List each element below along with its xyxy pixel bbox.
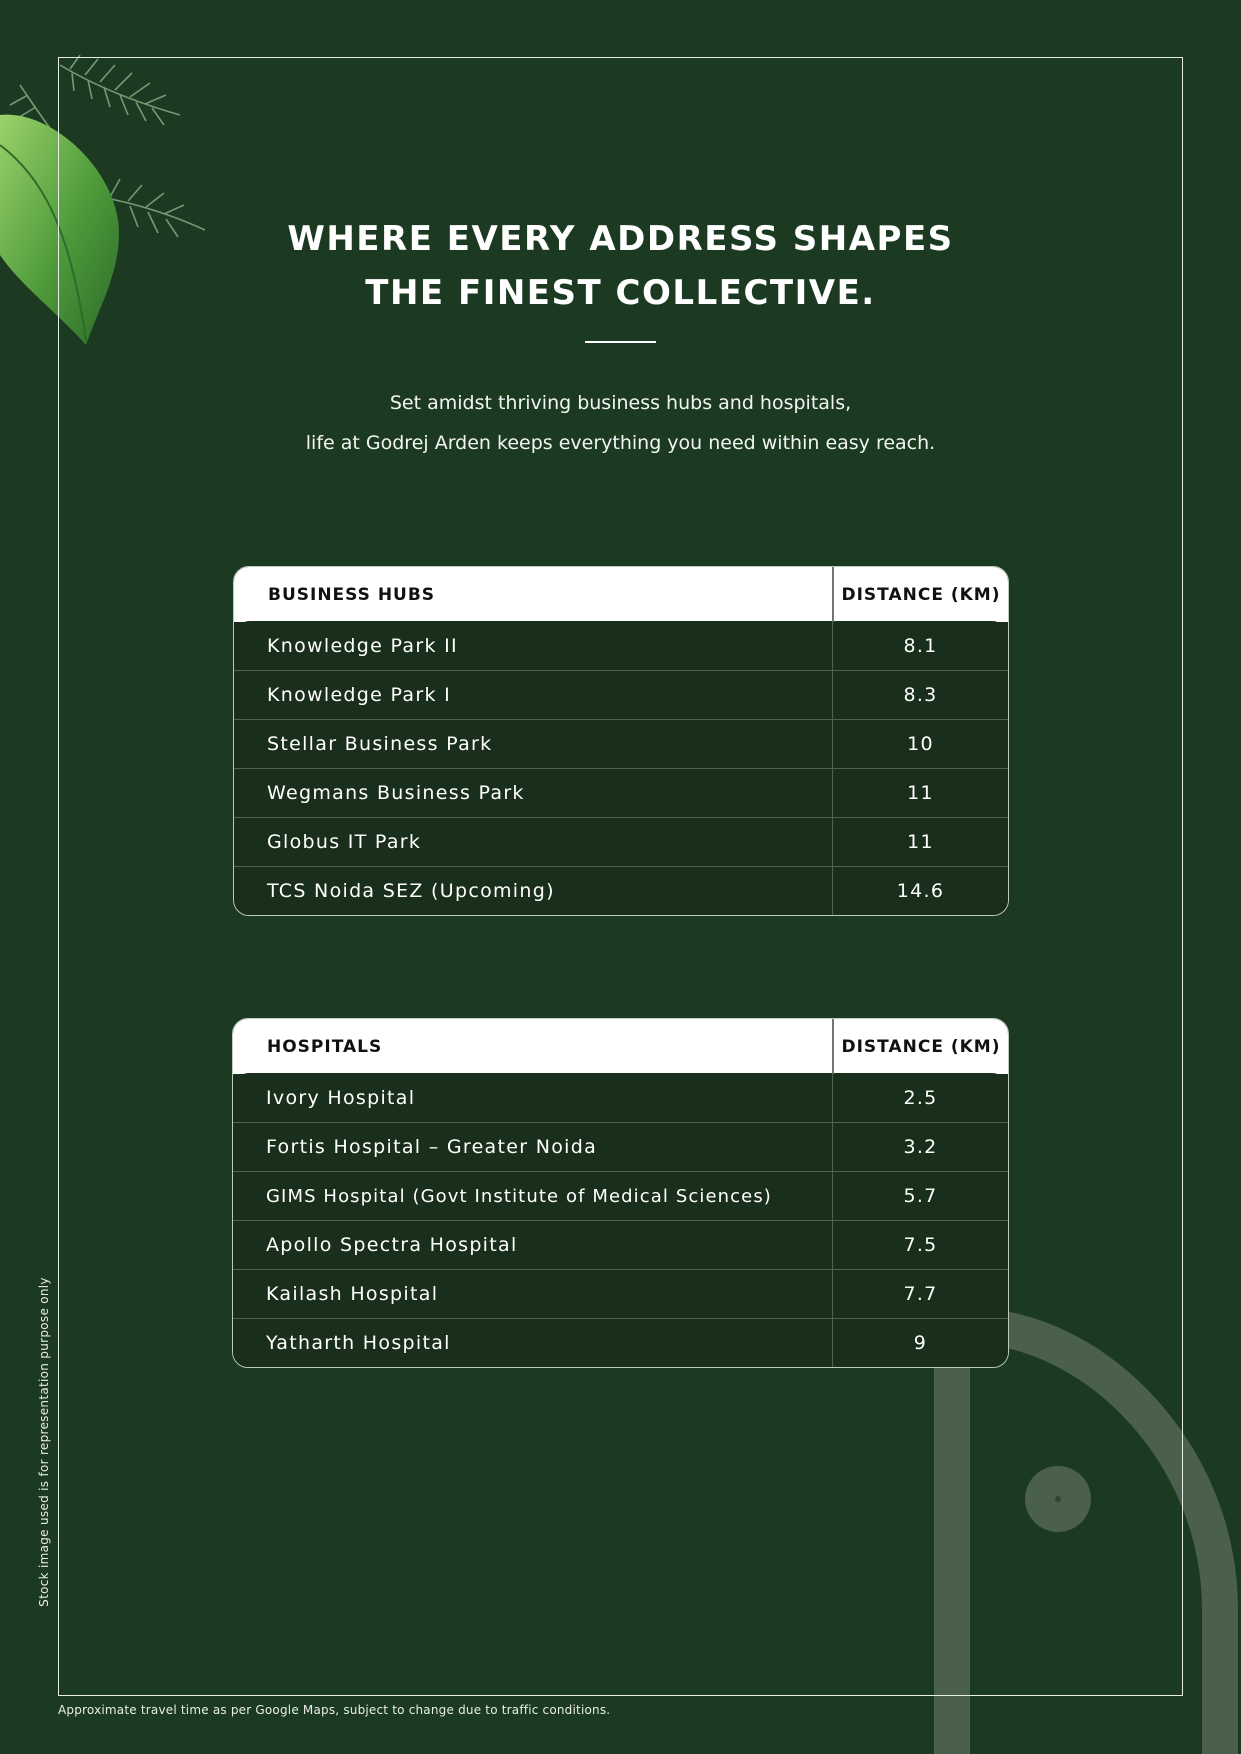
place-name: Fortis Hospital – Greater Noida	[266, 1136, 598, 1158]
table-row	[233, 1122, 1008, 1171]
table-row	[234, 719, 1008, 768]
place-name: Apollo Spectra Hospital	[266, 1234, 518, 1256]
place-distance: 5.7	[832, 1172, 1008, 1220]
intro-text	[0, 383, 1241, 463]
place-name: Kailash Hospital	[266, 1283, 439, 1305]
page-title	[0, 212, 1241, 320]
business-hubs-table	[233, 566, 1009, 916]
place-name: Wegmans Business Park	[267, 782, 525, 804]
table-body	[233, 1073, 1008, 1367]
place-distance: 7.7	[832, 1270, 1008, 1318]
place-distance: 8.3	[832, 671, 1008, 719]
place-distance: 8.1	[832, 621, 1008, 670]
table-header	[233, 1019, 1008, 1074]
table-header	[234, 567, 1008, 622]
table-row	[234, 866, 1008, 915]
table-row	[233, 1318, 1008, 1367]
title-divider	[585, 341, 656, 343]
header-distance: DISTANCE (KM)	[832, 1019, 1008, 1074]
place-distance: 10	[832, 720, 1008, 768]
place-name: Stellar Business Park	[267, 733, 493, 755]
place-name: Globus IT Park	[267, 831, 422, 853]
table-row	[233, 1073, 1008, 1122]
header-name: HOSPITALS	[267, 1036, 383, 1057]
place-distance: 11	[832, 769, 1008, 817]
title-line-1: WHERE EVERY ADDRESS SHAPES	[287, 219, 954, 259]
header-name: BUSINESS HUBS	[268, 584, 436, 605]
table-row	[234, 621, 1008, 670]
place-name: Knowledge Park II	[267, 634, 458, 657]
table-row	[234, 670, 1008, 719]
place-distance: 11	[832, 818, 1008, 866]
hospitals-table	[232, 1018, 1009, 1368]
title-line-2: THE FINEST COLLECTIVE.	[365, 273, 876, 313]
intro-line-1: Set amidst thriving business hubs and hospitals,	[389, 392, 852, 414]
table-body	[234, 621, 1008, 915]
place-name: TCS Noida SEZ (Upcoming)	[267, 880, 555, 902]
table-row	[233, 1269, 1008, 1318]
table-row	[234, 768, 1008, 817]
table-row	[234, 817, 1008, 866]
table-row	[233, 1171, 1008, 1220]
place-distance: 2.5	[832, 1073, 1008, 1122]
table-row	[233, 1220, 1008, 1269]
place-name: Knowledge Park I	[267, 684, 451, 706]
place-distance: 3.2	[832, 1123, 1008, 1171]
place-distance: 14.6	[832, 867, 1008, 915]
stock-image-disclaimer: Stock image used is for representation purpose only	[37, 1277, 51, 1607]
travel-time-footnote: Approximate travel time as per Google Maps, subject to change due to traffic conditions.	[58, 1703, 611, 1717]
header-distance: DISTANCE (KM)	[832, 567, 1008, 622]
place-name: GIMS Hospital (Govt Institute of Medical Sciences)	[266, 1185, 772, 1207]
place-name: Ivory Hospital	[266, 1086, 416, 1109]
place-name: Yatharth Hospital	[266, 1332, 451, 1354]
intro-line-2: life at Godrej Arden keeps everything you need within easy reach.	[305, 432, 936, 454]
place-distance: 9	[832, 1319, 1008, 1367]
place-distance: 7.5	[832, 1221, 1008, 1269]
